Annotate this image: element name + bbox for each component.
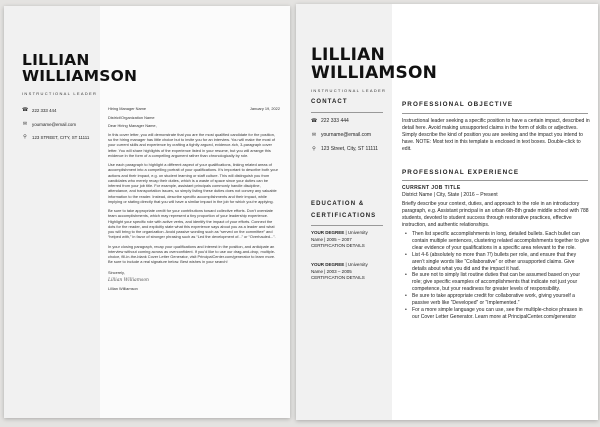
degree-label: YOUR DEGREE (311, 262, 345, 267)
name-first: LILLIAN (311, 45, 385, 65)
divider (311, 112, 383, 113)
certification-details: CERTIFICATION DETAILS (311, 275, 365, 281)
letter-paragraph-3: Be sure to take appropriate credit for your contributions toward collective efforts. Don’t overstate team accomplishments, which may represent a tiny proportion of your leadership experience. Highlight your specific role with active verbs, and identify the impact of your efforts. Connect the dots for the reader, and explicitly state what this experience says about you as a leader and what you will bring to the organization. Avoid passive wording such as “served on the committee” and “helped with,” in favor of stronger phrasing such as “Led the development of...” or “Overhauled...”. (108, 208, 276, 240)
list-item: • Be sure to take appropriate credit for collaborative work, giving yourself a passive verb like “Developed” or “Implemented.” (402, 293, 590, 307)
role-subtitle: INSTRUCTIONAL LEADER (22, 91, 98, 96)
contact-phone (22, 107, 56, 113)
phone-icon: ☎ (311, 118, 318, 124)
education-entry (311, 230, 389, 250)
address-text: 123 Street, City, ST 11111 (321, 146, 378, 152)
education-entry (311, 262, 389, 282)
letter-paragraph-1: In this cover letter, you will demonstrate that you are the most qualified candidate for the position, so the hiring manager has little choice but to invite you for an interview. You will make the most of your current skills and experience by crafting a tightly argued, evidence-rich, 3-paragraph cover letter. You will share highlights of the experience listed in your resume, but you will arrange this evidence in the form of a compelling argument rather than chronologically by role. (108, 131, 275, 158)
experience-heading: PROFESSIONAL EXPERIENCE (402, 169, 520, 176)
email-text: yourname@email.com (321, 132, 372, 138)
degree-label: YOUR DEGREE (311, 230, 345, 235)
role-subtitle: INSTRUCTIONAL LEADER (311, 88, 387, 93)
contact-address (311, 146, 378, 152)
recipient-name: Hiring Manager Name (108, 106, 147, 111)
name-last: WILLIAMSON (22, 67, 138, 85)
divider (402, 113, 588, 114)
job-title: CURRENT JOB TITLE (402, 185, 461, 191)
resume-page (296, 4, 598, 420)
map-pin-icon: ⚲ (23, 134, 27, 140)
list-item: • Be sure not to simply list routine duties that can be assumed based on your role; give specific examples of accomplishments that indicate not just your competence, but your readiness for greater levels of responsibility. (402, 272, 590, 293)
accomplishment-list (402, 231, 590, 321)
job-meta: District Name | City, State | 2016 – Present (402, 192, 498, 198)
phone-text: 222 333 444 (321, 118, 349, 124)
name-last: WILLIAMSON (311, 63, 438, 83)
divider (311, 225, 383, 226)
cover-letter-page (4, 6, 290, 418)
contact-email (22, 121, 76, 127)
phone-icon: ☎ (22, 107, 29, 113)
university-dates: Name | 2003 – 2005 (311, 268, 352, 274)
certification-details: CERTIFICATION DETAILS (311, 243, 365, 249)
list-item: • List 4-6 (absolutely no more than 7!) bullets per role, and ensure that they aren’t single words like “Collaborative” or other unsupported claims. Give details about what you did and the impact it had. (402, 252, 590, 273)
contact-email (311, 132, 371, 138)
email-text: yourname@email.com (32, 121, 76, 127)
university-text: | University (344, 262, 368, 267)
map-pin-icon: ⚲ (312, 146, 316, 152)
organization-name: District/Organization Name (108, 115, 155, 121)
letter-date: January 19, 2022 (249, 106, 280, 111)
signature: Lillian Williamson (108, 277, 149, 283)
signer-name: Lillian Williamson (108, 286, 138, 291)
contact-phone (311, 118, 349, 124)
divider (402, 180, 588, 181)
university-dates: Name | 2005 – 2007 (311, 236, 352, 242)
address-text: 123 STREET, CITY, ST 11111 (32, 134, 90, 140)
salutation: Dear Hiring Manager Name, (108, 122, 157, 128)
objective-text: Instructional leader seeking a specific position to have a certain impact, described in detail here. Avoid making unsupported claims in the form of skills or adjectives. Simply describe the kind of position you are seeking and the impact you intend to have. NOTE: Most text in this template is enclosed in text boxes. Double-click to edit. (402, 118, 590, 152)
contact-heading: CONTACT (311, 99, 348, 105)
list-item: • For a more simple language you can use, see the multiple-choice phrases in our Cover Letter Generator. Learn more at PrincipalCenter.com/generator (402, 307, 590, 321)
letter-body (108, 106, 280, 291)
list-item: • Then list specific accomplishments in long, detailed bullets. Each bullet can contain multiple sentences, clustering related accomplishments together to give clear evidence of your qualifications in a specific area relevant to the role. (402, 231, 590, 252)
education-heading-line1: EDUCATION & (311, 201, 365, 207)
job-intro: Briefly describe your context, duties, and approach to the role in an introductory paragraph, e.g. Assistant principal in an urban 6th-8th grade middle school with 788 students, devoted to student success through restorative practices, effective instruction, and authentic relationships. (402, 201, 589, 228)
education-heading-line2: CERTIFICATIONS (311, 213, 377, 219)
objective-heading: PROFESSIONAL OBJECTIVE (402, 101, 514, 108)
letter-paragraph-2: Use each paragraph to highlight a different aspect of your qualifications, linking related areas of accomplishment into a compelling portrait of your qualifications. It’s important to describe both your actions and their impact, e.g. on student learning or staff culture. This will distinguish you from candidates who merely recap their duties, which is a waste of space since your duties can be inferred from your job title. For example, assistant principals commonly handle discipline, attendance, and transportation issues, so simply listing these duties does not convey any valuable information to the reader. Instead, describe specific accomplishments and their impact, while implying or stating directly that you will have a similar impact in the job for which you’re applying. (108, 162, 278, 204)
closing: Sincerely, (108, 269, 125, 275)
email-icon: ✉ (22, 121, 28, 127)
contact-address (22, 134, 89, 140)
name-first: LILLIAN (22, 51, 90, 69)
university-text: | University (344, 230, 368, 235)
email-icon: ✉ (311, 132, 317, 138)
letter-paragraph-4: In your closing paragraph, recap your qualifications and interest in the position, and anticipate an interview without coming across as overconfident. If you’d like to use our drag-and-drop, multiple-choice, fill-in-the-blank Cover Letter Generator, visit PrincipalCenter.com/generator to learn more. Be sure to include a real signature below. Best wishes in your search! (108, 243, 276, 265)
phone-text: 222 333 444 (32, 107, 57, 113)
